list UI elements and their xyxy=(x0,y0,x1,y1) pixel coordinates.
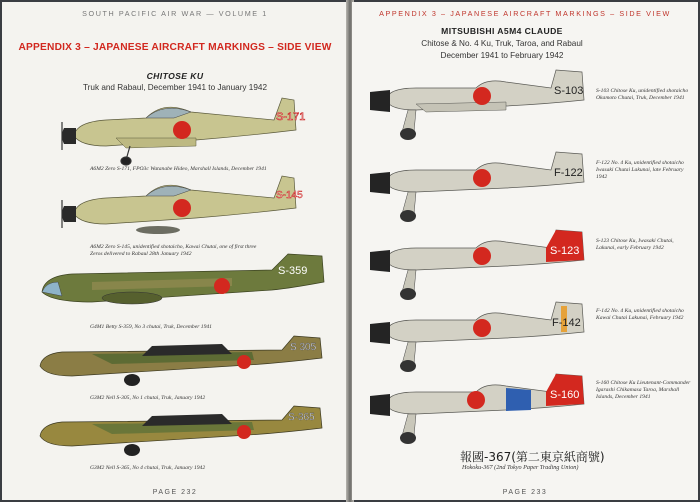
wing-icon xyxy=(142,414,232,426)
drop-tank-icon xyxy=(136,226,180,234)
hinomaru-icon xyxy=(173,199,191,217)
hinomaru-icon xyxy=(473,319,491,337)
section-subtitle-line1: Chitose & No. 4 Ku, Truk, Taroa, and Rabaul xyxy=(421,39,583,48)
claude-s123-profile xyxy=(356,226,596,308)
caption-s365: G3M2 Nell S-365, No 4 chutai, Truk, January 1942 xyxy=(90,465,206,471)
tail-code: F-142 xyxy=(552,317,581,329)
tail-code: F-122 xyxy=(554,167,583,179)
presentation-translation: Hokoku-367 (2nd Tokyo Paper Trading Union) xyxy=(462,464,579,471)
hinomaru-icon xyxy=(473,87,491,105)
blue-band-icon xyxy=(506,388,531,411)
caption-s145: A6M2 Zero S-145, unidentified shotaicho, Kawai Chutai, one of first three Zeros delivered to Rabaul 28th January 1942 xyxy=(90,244,257,257)
tail-code: S-160 xyxy=(550,389,580,401)
left-folio: PAGE 232 xyxy=(152,489,198,496)
caption-s359: G4M1 Betty S-359, No 3 chutai, Truk, December 1941 xyxy=(90,324,212,330)
caption-s123: S-123 Chitose Ku, Iwasaki Chutai, Lakunai, early February 1942 xyxy=(596,238,674,251)
hinomaru-icon xyxy=(173,121,191,139)
hinomaru-icon xyxy=(214,278,230,294)
right-page xyxy=(352,2,698,500)
right-running-head: APPENDIX 3 – JAPANESE AIRCRAFT MARKINGS – SIDE VIEW xyxy=(379,9,671,18)
hinomaru-icon xyxy=(467,391,485,409)
hinomaru-icon xyxy=(473,247,491,265)
caption-s160: S-160 Chitose Ku Lieutenant-Commander Igarashi Chikamasa Taroa, Marshall Islands, December 1941 xyxy=(596,380,691,400)
tail-code: S-145 xyxy=(276,190,303,201)
engine-icon xyxy=(102,292,162,304)
engine-cowling-icon xyxy=(370,90,390,112)
hinomaru-icon xyxy=(473,169,491,187)
nell-s305-profile xyxy=(32,332,328,394)
hinomaru-icon xyxy=(237,355,251,369)
hinomaru-icon xyxy=(237,425,251,439)
tail-code: S-171 xyxy=(276,111,306,123)
caption-s103: S-103 Chitose Ku, unidentified shotaicho Okamoto Chutai, Truk, December 1941 xyxy=(596,88,689,101)
caption-f122: F-122 No. 4 Ku, unidentified shotaicho Iwasaki Chutai Lakunai, late February 1942 xyxy=(596,160,684,180)
claude-s103-profile xyxy=(356,66,596,148)
engine-cowling-icon xyxy=(370,394,390,416)
tail-code: S-103 xyxy=(554,85,584,97)
claude-s160-profile xyxy=(356,370,596,452)
wing-icon xyxy=(142,344,232,356)
left-page xyxy=(2,2,348,500)
tail-code: S 305 xyxy=(290,342,317,353)
right-folio: PAGE 233 xyxy=(502,489,548,496)
section-subtitle: Truk and Rabaul, December 1941 to January 1942 xyxy=(82,83,268,92)
engine-cowling-icon xyxy=(370,172,390,194)
landing-gear xyxy=(121,146,131,165)
zero-s145-profile xyxy=(46,172,306,244)
left-running-head: SOUTH PACIFIC AIR WAR — VOLUME 1 xyxy=(82,9,268,18)
appendix-title: APPENDIX 3 – JAPANESE AIRCRAFT MARKINGS – SIDE VIEW xyxy=(18,42,332,53)
tail-code: S-365 xyxy=(288,412,315,423)
section-title: CHITOSE KU xyxy=(146,71,204,81)
tail-code: S-123 xyxy=(550,245,580,257)
presentation-inscription: 報國-367(第二東京紙商號) xyxy=(460,450,605,464)
engine-cowling-icon xyxy=(370,250,390,272)
claude-f122-profile xyxy=(356,148,596,230)
betty-fuselage xyxy=(42,254,324,302)
claude-f142-profile xyxy=(356,298,596,380)
zero-s171-profile xyxy=(46,94,306,166)
nell-s365-profile xyxy=(32,402,328,464)
section-title: MITSUBISHI A5M4 CLAUDE xyxy=(441,26,563,36)
betty-s359-profile xyxy=(32,252,332,324)
section-subtitle-line2: December 1941 to February 1942 xyxy=(440,51,564,60)
caption-f142: F-142 No. 4 Ku, unidentified shotaicho Kawai Chutai Lakunai, February 1942 xyxy=(596,308,684,321)
caption-s305: G3M2 Nell S-305, No 1 chutai, Truk, January 1942 xyxy=(90,395,206,401)
tail-code: S-359 xyxy=(278,265,308,277)
engine-cowling-icon xyxy=(370,322,390,344)
caption-s171: A6M2 Zero S-171, FPO3c Watanabe Hideo, Marshall Islands, December 1941 xyxy=(90,166,267,172)
